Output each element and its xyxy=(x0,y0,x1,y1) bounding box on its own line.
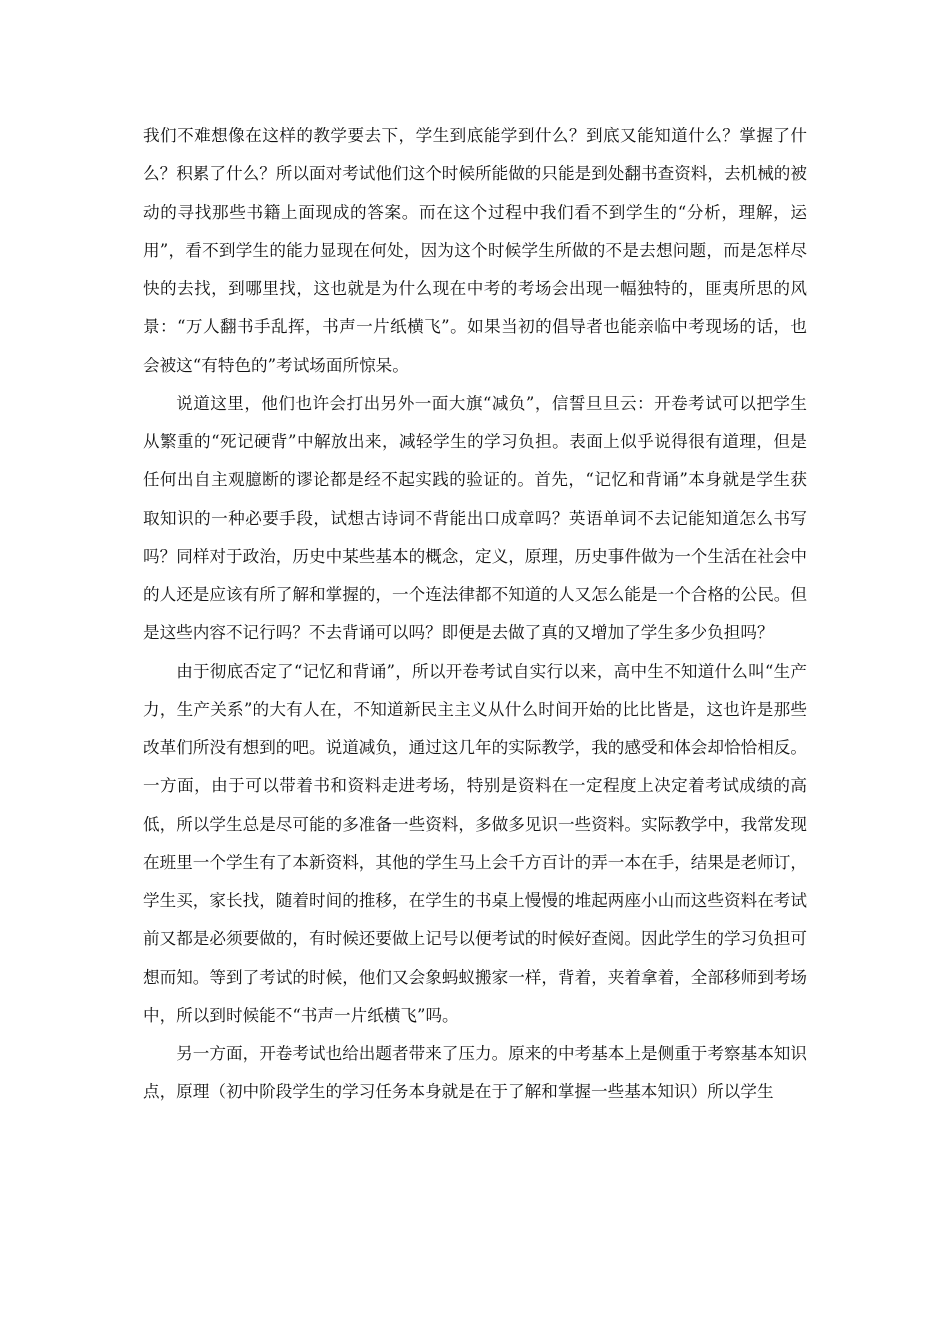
paragraph-3: 由于彻底否定了“记忆和背诵”，所以开卷考试自实行以来，高中生不知道什么叫“生产力，生产关系”的大有人在，不知道新民主主义从什么时间开始的比比皆是，这也许是那些改革们所没有想到的吧。说道减负，通过这几年的实际教学，我的感受和体会却恰恰相反。一方面，由于可以带着书和资料走进考场，特别是资料在一定程度上决定着考试成绩的高低，所以学生总是尽可能的多准备一些资料，多做多见识一些资料。实际教学中，我常发现在班里一个学生有了本新资料，其他的学生马上会千方百计的弄一本在手，结果是老师订，学生买，家长找，随着时间的推移，在学生的书桌上慢慢的堆起两座小山而这些资料在考试前又都是必须要做的，有时候还要做上记号以便考试的时候好查阅。因此学生的学习负担可想而知。等到了考试的时候，他们又会象蚂蚁搬家一样，背着，夹着拿着，全部移师到考场中，所以到时候能不“书声一片纸横飞”吗。 xyxy=(143,661,807,1025)
paragraph-2: 说道这里，他们也许会打出另外一面大旗“减负”，信誓旦旦云：开卷考试可以把学生从繁重的“死记硬背”中解放出来，减轻学生的学习负担。表面上似乎说得很有道理，但是任何出自主观臆断的谬论都是经不起实践的验证的。首先，“记忆和背诵”本身就是学生获取知识的一种必要手段，试想古诗词不背能出口成章吗？英语单词不去记能知道怎么书写吗？同样对于政治，历史中某些基本的概念，定义，原理，历史事件做为一个生活在社会中的人还是应该有所了解和掌握的，一个连法律都不知道的人又怎么能是一个合格的公民。但是这些内容不记行吗？不去背诵可以吗？即便是去做了真的又增加了学生多少负担吗？ xyxy=(143,393,807,643)
paragraph-4: 另一方面，开卷考试也给出题者带来了压力。原来的中考基本上是侧重于考察基本知识点，原理（初中阶段学生的学习任务本身就是在于了解和掌握一些基本知识）所以学生 xyxy=(143,1044,807,1102)
body-text xyxy=(143,117,807,1112)
paragraph-1: 我们不难想像在这样的教学要去下，学生到底能学到什么？到底又能知道什么？掌握了什么？积累了什么？所以面对考试他们这个时候所能做的只能是到处翻书查资料，去机械的被动的寻找那些书籍上面现成的答案。而在这个过程中我们看不到学生的“分析，理解，运用”，看不到学生的能力显现在何处，因为这个时候学生所做的不是去想问题，而是怎样尽快的去找，到哪里找，这也就是为什么现在中考的考场会出现一幅独特的，匪夷所思的风景：“万人翻书手乱挥，书声一片纸横飞”。如果当初的倡导者也能亲临中考现场的话，也会被这“有特色的”考试场面所惊呆。 xyxy=(143,126,807,375)
